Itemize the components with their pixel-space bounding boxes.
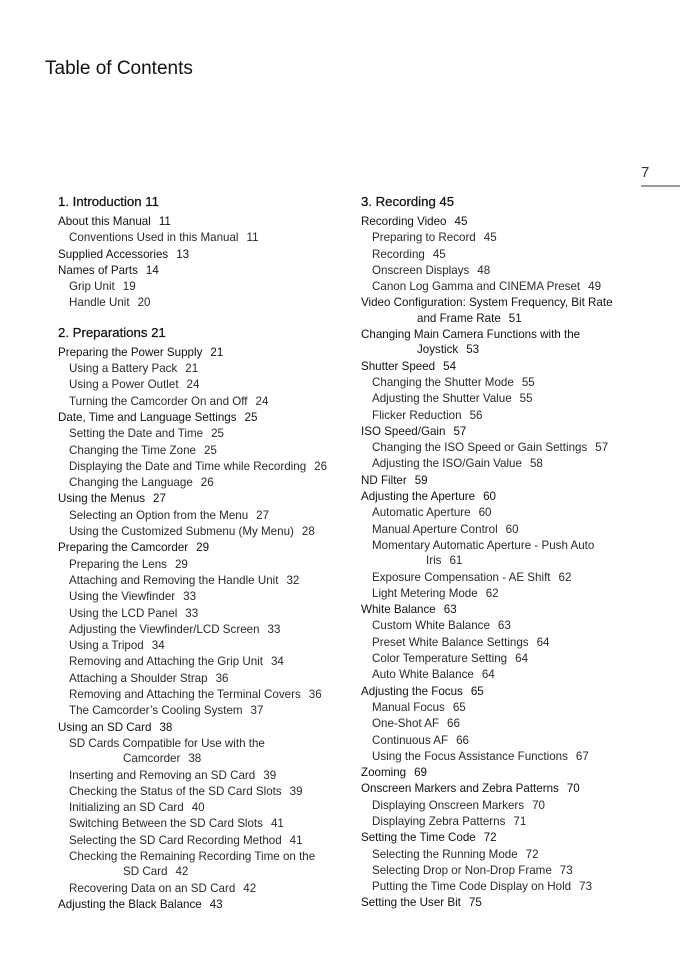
toc-entry-title: The Camcorder’s Cooling System (69, 704, 243, 718)
toc-page-number: 26 (314, 459, 328, 473)
toc-page-number: 11 (158, 215, 171, 228)
toc-page-number: 19 (122, 280, 136, 294)
toc-subsection-entry[interactable] (58, 524, 348, 540)
toc-page-number: 11 (246, 231, 259, 245)
toc-page-number: 51 (508, 311, 522, 325)
toc-entry-continuation (69, 864, 348, 880)
toc-page-number: 24 (255, 394, 269, 408)
toc-page-number: 20 (137, 296, 151, 310)
toc-subsection-entry[interactable] (58, 849, 348, 881)
toc-entry-continuation-text: Iris (426, 554, 442, 568)
toc-subsection-entry[interactable] (361, 618, 661, 634)
toc-subsection-entry[interactable] (58, 279, 348, 295)
toc-entry-title: Changing the Language (69, 476, 193, 490)
toc-page-number: 45 (432, 247, 446, 261)
toc-section-entry[interactable] (361, 602, 661, 618)
toc-entry-title: Displaying Zebra Patterns (372, 814, 506, 828)
toc-section-entry[interactable] (58, 214, 348, 230)
toc-subsection-entry[interactable] (58, 230, 348, 246)
toc-subsection-entry[interactable] (58, 784, 348, 800)
toc-section-entry[interactable] (58, 491, 348, 507)
toc-entry-title: Video Configuration: System Frequency, Bit Rate (361, 296, 613, 310)
toc-subsection-entry[interactable] (58, 881, 348, 897)
toc-subsection-entry[interactable] (58, 638, 348, 654)
toc-subsection-entry[interactable] (361, 538, 661, 570)
toc-entry-title: Checking the Remaining Recording Time on the (69, 849, 316, 863)
toc-page-number: 73 (579, 880, 593, 894)
toc-entry-title: Setting the Date and Time (69, 427, 204, 441)
toc-column-left (58, 194, 348, 913)
toc-subsection-entry[interactable] (58, 736, 348, 768)
toc-entry-title: Using a Tripod (69, 639, 144, 653)
toc-entry-title: Turning the Camcorder On and Off (69, 394, 248, 408)
toc-section-entry[interactable] (361, 359, 661, 375)
toc-section-entry[interactable] (361, 473, 661, 489)
toc-page-number: 25 (211, 427, 224, 441)
toc-entry-title: Shutter Speed (361, 359, 436, 373)
toc-subsection-entry[interactable] (361, 733, 661, 749)
toc-page-number: 41 (289, 833, 303, 847)
toc-entry-title: Displaying Onscreen Markers (372, 798, 525, 812)
toc-subsection-entry[interactable] (58, 768, 348, 784)
toc-page-number: 27 (256, 508, 270, 522)
toc-entry-title: Conventions Used in this Manual (69, 231, 239, 245)
toc-page-number: 36 (215, 671, 229, 685)
toc-entry-title: About this Manual (58, 215, 151, 228)
toc-entry-title: White Balance (361, 603, 436, 617)
toc-section-entry[interactable] (361, 489, 661, 505)
toc-subsection-entry[interactable] (361, 651, 661, 667)
toc-entry-title: Using the Menus (58, 492, 145, 506)
toc-subsection-entry[interactable] (361, 263, 661, 279)
toc-entry-title: Displaying the Date and Time while Recording (69, 459, 307, 473)
toc-subsection-entry[interactable] (361, 247, 661, 263)
toc-page-number: 60 (505, 522, 519, 536)
toc-page-number: 61 (449, 554, 463, 568)
toc-page-number: 71 (513, 814, 527, 828)
toc-page-number: 38 (159, 720, 173, 734)
toc-page-number: 49 (588, 280, 602, 294)
toc-entry-title: Using an SD Card (58, 720, 152, 734)
toc-entry-title: Changing the Shutter Mode (372, 375, 514, 389)
toc-page-number: 45 (483, 231, 497, 245)
toc-page-number: 55 (519, 392, 533, 406)
toc-page-number: 42 (175, 865, 189, 879)
toc-page-number: 14 (145, 263, 159, 277)
toc-page-number: 36 (308, 688, 322, 702)
toc-entry-title: Recording (372, 247, 425, 261)
toc-subsection-entry[interactable] (361, 586, 661, 602)
toc-entry-title: Automatic Aperture (372, 506, 471, 520)
toc-page-number: 57 (595, 441, 609, 455)
toc-entry-title: Recording Video (361, 215, 447, 228)
toc-subsection-entry[interactable] (58, 475, 348, 491)
toc-section-entry[interactable] (361, 781, 661, 797)
toc-entry-title: Preparing the Camcorder (58, 541, 189, 555)
toc-section-entry[interactable] (361, 214, 661, 230)
toc-entry-title: Date, Time and Language Settings (58, 410, 237, 424)
toc-entry-title: Using the Focus Assistance Functions (372, 749, 568, 763)
toc-entry-title: SD Cards Compatible for Use with the (69, 736, 265, 750)
toc-section-entry[interactable] (361, 424, 661, 440)
toc-subsection-entry[interactable] (361, 667, 661, 683)
toc-entry-title: Changing Main Camera Functions with the (361, 328, 581, 342)
toc-section-entry[interactable] (58, 345, 348, 361)
toc-entry-wrapped (69, 736, 348, 768)
toc-subsection-entry[interactable] (58, 573, 348, 589)
toc-page-number: 66 (447, 717, 460, 731)
toc-page-number: 60 (478, 506, 492, 520)
toc-page-number: 34 (270, 655, 284, 669)
toc-section-entry[interactable] (361, 327, 661, 359)
toc-subsection-entry[interactable] (58, 606, 348, 622)
toc-entry-title: Onscreen Markers and Zebra Patterns (361, 782, 559, 796)
toc-entry-title: Exposure Compensation - AE Shift (372, 570, 551, 584)
toc-entry-continuation (69, 751, 348, 767)
toc-subsection-entry[interactable] (361, 440, 661, 456)
toc-subsection-entry[interactable] (361, 716, 661, 732)
toc-subsection-entry[interactable] (58, 295, 348, 311)
toc-page-number: 33 (185, 606, 199, 620)
toc-entry-title: Selecting Drop or Non-Drop Frame (372, 863, 552, 877)
toc-entry-title: Preparing the Lens (69, 557, 167, 571)
toc-subsection-entry[interactable] (361, 749, 661, 765)
toc-page-number: 24 (186, 378, 200, 392)
toc-subsection-entry[interactable] (58, 671, 348, 687)
toc-page-number: 70 (566, 782, 580, 796)
toc-page-number: 43 (209, 897, 223, 911)
toc-page-number: 26 (200, 476, 214, 490)
toc-page-number: 58 (529, 457, 543, 471)
toc-page-number: 34 (151, 639, 165, 653)
toc-subsection-entry[interactable] (58, 816, 348, 832)
toc-entry-wrapped (69, 849, 348, 881)
toc-subsection-entry[interactable] (58, 687, 348, 703)
toc-section-entry[interactable] (361, 765, 661, 781)
toc-entry-title: Light Metering Mode (372, 586, 478, 600)
toc-entry-title: Using a Power Outlet (69, 378, 179, 392)
toc-page-number: 65 (452, 700, 466, 714)
toc-entry-continuation-text: and Frame Rate (417, 311, 501, 325)
toc-entry-continuation-text: Joystick (417, 343, 459, 357)
toc-section-entry[interactable] (58, 263, 348, 279)
toc-section-entry[interactable] (58, 247, 348, 263)
toc-entry-title: Auto White Balance (372, 668, 474, 682)
toc-entry-title: Attaching and Removing the Handle Unit (69, 573, 279, 587)
toc-subsection-entry[interactable] (361, 700, 661, 716)
toc-page-number: 28 (301, 525, 315, 539)
toc-entry-title: Momentary Automatic Aperture - Push Auto (372, 538, 595, 552)
toc-page-number: 39 (289, 784, 303, 798)
toc-subsection-entry[interactable] (58, 459, 348, 475)
toc-page-number: 59 (414, 473, 428, 487)
toc-subsection-entry[interactable] (58, 654, 348, 670)
toc-entry-title: Names of Parts (58, 263, 138, 277)
toc-page-number: 66 (456, 733, 469, 747)
toc-page-number: 42 (243, 881, 257, 895)
toc-section-entry[interactable] (361, 295, 661, 327)
toc-page-number: 72 (483, 831, 497, 845)
toc-section-entry[interactable] (361, 895, 661, 911)
toc-page-number: 64 (536, 635, 550, 649)
toc-page-number: 33 (183, 590, 197, 604)
toc-page-number: 57 (453, 424, 467, 438)
toc-chapter-heading[interactable]: 3. Recording 45 (361, 194, 455, 209)
toc-page-number: 63 (497, 619, 511, 633)
toc-chapter-heading[interactable]: 1. Introduction 11 (58, 194, 159, 209)
toc-entry-title: Inserting and Removing an SD Card (69, 768, 256, 782)
toc-entry-title: Adjusting the Focus (361, 684, 463, 698)
toc-entry-title: Manual Aperture Control (372, 522, 498, 536)
toc-page-number: 37 (250, 704, 264, 718)
toc-page-number: 27 (153, 492, 166, 506)
toc-section-entry[interactable] (361, 684, 661, 700)
toc-page-number: 29 (196, 541, 210, 555)
toc-page-number: 53 (466, 343, 480, 357)
toc-entry-title: ND Filter (361, 473, 407, 487)
toc-page-number: 13 (176, 247, 190, 261)
toc-page-number: 63 (443, 603, 457, 617)
toc-subsection-entry[interactable] (58, 361, 348, 377)
toc-entry-title: Preparing to Record (372, 231, 476, 245)
toc-entry-continuation-text: SD Card (123, 865, 168, 879)
toc-entry-title: Selecting the SD Card Recording Method (69, 833, 282, 847)
toc-subsection-entry[interactable] (58, 589, 348, 605)
toc-entry-wrapped (361, 327, 661, 359)
toc-page-number: 62 (485, 586, 499, 600)
toc-page-number: 25 (203, 443, 217, 457)
toc-subsection-entry[interactable] (58, 703, 348, 719)
toc-subsection-entry[interactable] (58, 426, 348, 442)
toc-page-number: 67 (575, 749, 589, 763)
toc-subsection-entry[interactable] (361, 863, 661, 879)
toc-page-number: 65 (470, 684, 484, 698)
toc-page-number: 70 (532, 798, 545, 812)
toc-entry-title: Preparing the Power Supply (58, 345, 203, 359)
toc-entry-title: Changing the Time Zone (69, 443, 196, 457)
toc-entry-title: Flicker Reduction (372, 408, 462, 422)
toc-entry-title: Removing and Attaching the Terminal Covers (69, 688, 301, 702)
toc-page-number: 54 (443, 359, 457, 373)
toc-entry-title: Manual Focus (372, 700, 445, 714)
toc-section-entry[interactable] (58, 540, 348, 556)
toc-subsection-entry[interactable] (361, 230, 661, 246)
toc-subsection-entry[interactable] (361, 279, 661, 295)
toc-subsection-entry[interactable] (361, 879, 661, 895)
toc-entry-title: Onscreen Displays (372, 263, 470, 277)
toc-subsection-entry[interactable] (361, 505, 661, 521)
toc-entry-wrapped (372, 538, 661, 570)
toc-entry-title: Recovering Data on an SD Card (69, 881, 236, 895)
toc-page-number: 55 (521, 375, 535, 389)
toc-entry-title: Grip Unit (69, 280, 115, 294)
toc-entry-title: Attaching a Shoulder Strap (69, 671, 208, 685)
toc-entry-title: ISO Speed/Gain (361, 424, 446, 438)
toc-entry-wrapped (361, 295, 661, 327)
toc-page-number: 48 (477, 263, 491, 277)
toc-entry-title: Removing and Attaching the Grip Unit (69, 655, 263, 669)
toc-entry-title: Selecting the Running Mode (372, 847, 518, 861)
toc-entry-title: Using a Battery Pack (69, 362, 178, 376)
toc-section-entry[interactable] (58, 720, 348, 736)
toc-entry-continuation-text: Camcorder (123, 752, 181, 766)
toc-entry-title: Adjusting the Aperture (361, 490, 476, 504)
toc-entry-continuation (361, 342, 661, 358)
toc-page-number: 45 (454, 215, 468, 228)
toc-page-number: 56 (469, 408, 483, 422)
page-number: 7 (641, 164, 650, 181)
toc-entry-title: Continuous AF (372, 733, 449, 747)
toc-page-number: 72 (525, 847, 539, 861)
toc-page-number: 29 (174, 557, 188, 571)
toc-page-number: 62 (558, 570, 572, 584)
toc-page-number: 69 (414, 766, 428, 780)
toc-page-number: 64 (481, 668, 495, 682)
toc-entry-title: Setting the Time Code (361, 831, 476, 845)
toc-entry-title: Using the Customized Submenu (My Menu) (69, 525, 294, 539)
toc-subsection-entry[interactable] (58, 557, 348, 573)
toc-entry-title: Checking the Status of the SD Card Slots (69, 784, 282, 798)
toc-section-entry[interactable] (58, 410, 348, 426)
toc-entry-title: Canon Log Gamma and CINEMA Preset (372, 280, 581, 294)
toc-chapter-heading[interactable]: 2. Preparations 21 (58, 324, 166, 340)
toc-entry-title: One-Shot AF (372, 717, 440, 731)
toc-entry-title: Using the Viewfinder (69, 590, 176, 604)
toc-subsection-entry[interactable] (58, 833, 348, 849)
toc-entry-title: Adjusting the Viewfinder/LCD Screen (69, 622, 260, 636)
toc-subsection-entry[interactable] (58, 622, 348, 638)
toc-entry-title: Handle Unit (69, 296, 130, 310)
toc-entry-title: Zooming (361, 766, 407, 780)
toc-entry-continuation (372, 553, 661, 569)
toc-subsection-entry[interactable] (58, 508, 348, 524)
toc-page-number: 64 (515, 652, 529, 666)
toc-entry-title: Adjusting the Black Balance (58, 897, 202, 911)
toc-subsection-entry[interactable] (361, 391, 661, 407)
toc-subsection-entry[interactable] (361, 570, 661, 586)
toc-page-number: 33 (267, 622, 281, 636)
toc-entry-title: Switching Between the SD Card Slots (69, 817, 263, 831)
toc-subsection-entry[interactable] (58, 443, 348, 459)
toc-entry-title: Color Temperature Setting (372, 652, 508, 666)
toc-entry-title: Adjusting the ISO/Gain Value (372, 457, 522, 471)
toc-entry-title: Custom White Balance (372, 619, 490, 633)
toc-entry-title: Initializing an SD Card (69, 801, 184, 815)
toc-entry-continuation (361, 311, 661, 327)
toc-page-number: 21 (185, 362, 199, 376)
toc-column-right (361, 194, 661, 912)
toc-page-number: 41 (270, 817, 284, 831)
toc-page-number: 25 (244, 410, 258, 424)
page-number-rule (641, 185, 680, 187)
toc-subsection-entry[interactable] (361, 456, 661, 472)
toc-section-entry[interactable] (58, 897, 348, 913)
toc-subsection-entry[interactable] (361, 814, 661, 830)
toc-page-number: 32 (286, 573, 300, 587)
toc-page-number: 39 (263, 768, 277, 782)
toc-subsection-entry[interactable] (361, 408, 661, 424)
toc-subsection-entry[interactable] (58, 377, 348, 393)
toc-entry-title: Selecting an Option from the Menu (69, 508, 249, 522)
toc-page-number: 73 (559, 863, 573, 877)
toc-entry-title: Supplied Accessories (58, 247, 169, 261)
toc-entry-title: Preset White Balance Settings (372, 635, 529, 649)
toc-page-number: 75 (468, 896, 482, 910)
toc-entry-title: Using the LCD Panel (69, 606, 178, 620)
toc-page-number: 60 (483, 490, 496, 504)
toc-entry-title: Putting the Time Code Display on Hold (372, 880, 572, 894)
toc-subsection-entry[interactable] (361, 522, 661, 538)
toc-entry-title: Setting the User Bit (361, 896, 461, 910)
page-title: Table of Contents (45, 58, 193, 79)
toc-subsection-entry[interactable] (361, 847, 661, 863)
toc-entry-title: Adjusting the Shutter Value (372, 392, 512, 406)
toc-subsection-entry[interactable] (361, 375, 661, 391)
toc-subsection-entry[interactable] (361, 798, 661, 814)
toc-subsection-entry[interactable] (58, 800, 348, 816)
toc-page-number: 40 (191, 801, 205, 815)
toc-section-entry[interactable] (361, 830, 661, 846)
toc-page-number: 38 (188, 752, 202, 766)
toc-subsection-entry[interactable] (361, 635, 661, 651)
toc-entry-title: Changing the ISO Speed or Gain Settings (372, 441, 588, 455)
toc-subsection-entry[interactable] (58, 394, 348, 410)
toc-page-number: 21 (210, 345, 224, 359)
